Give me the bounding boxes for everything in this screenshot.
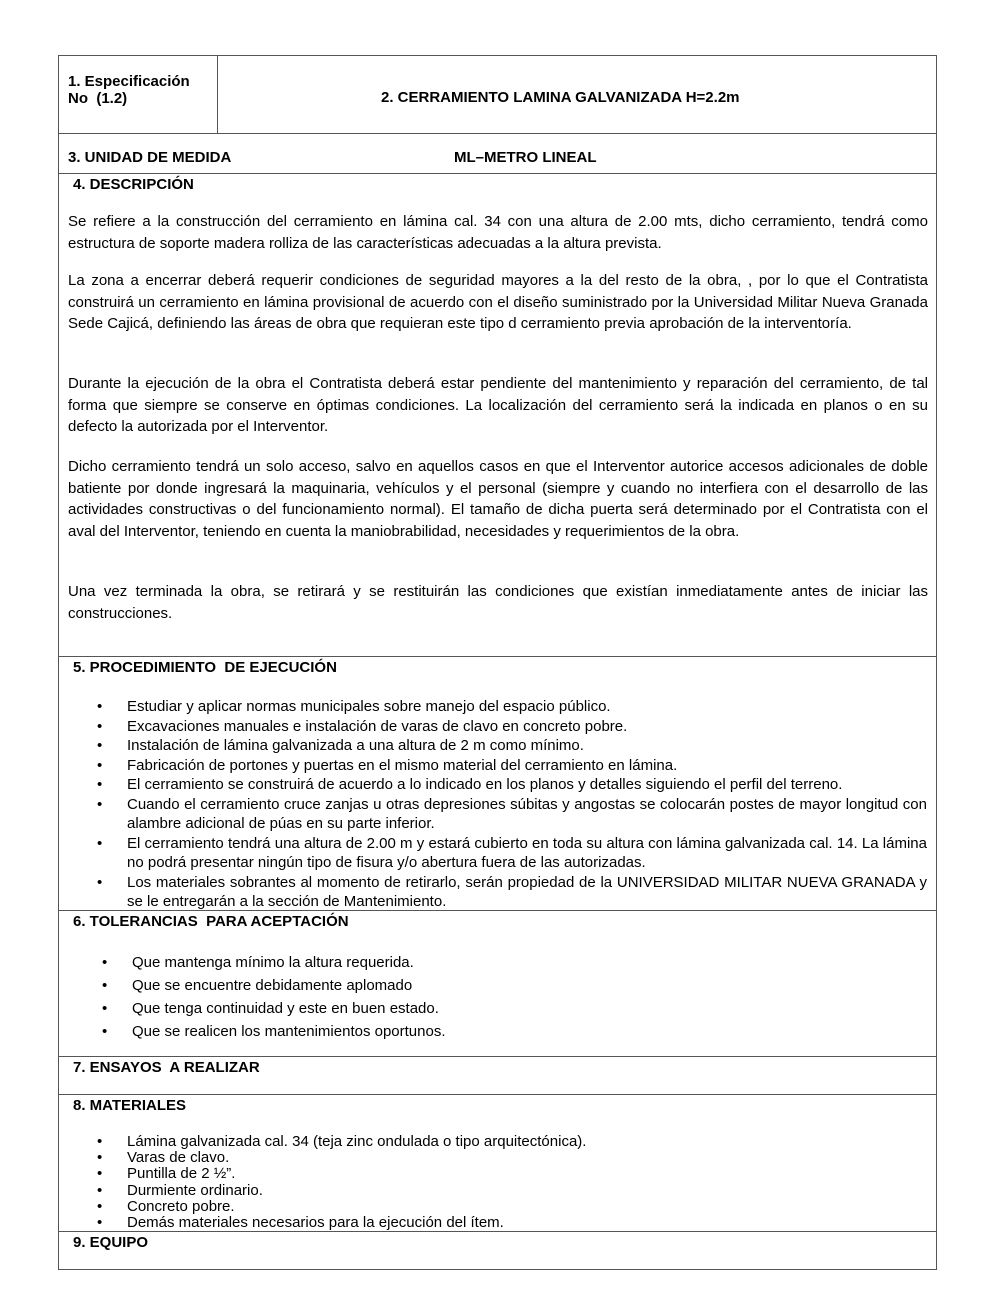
- specification-sheet: [58, 55, 937, 1270]
- list-item: • Concreto pobre.: [59, 1199, 927, 1215]
- equipment-section: [59, 1232, 936, 1270]
- spec-number-cell: [59, 56, 218, 133]
- materials-title: 8. MATERIALES: [73, 1097, 187, 1114]
- tolerances-title: 6. TOLERANCIAS PARA ACEPTACIÓN: [73, 913, 349, 930]
- procedure-section: [59, 657, 936, 911]
- description-paragraph: Dicho cerramiento tendrá un solo acceso, salvo en aquellos casos en que el Interventor autorice accesos adicionales de doble batiente por donde ingresará la maquinaria, vehículos y el personal (siempre y cuando no interfiera con el desarrollo de las actividades constructivas o del funcionamiento normal). El tamaño de dicha puerta será determinado por el Contratista con el aval del Interventor, teniendo en cuenta la maniobrabilidad, necesidades y requerimientos de la obra.: [68, 458, 928, 540]
- description-paragraph: La zona a encerrar deberá requerir condiciones de seguridad mayores a la del resto de la obra, , por lo que el Contratista construirá un cerramiento en lámina provisional de acuerdo con el diseño suministrado por la Universidad Militar Nueva Granada Sede Cajicá, definiendo las áreas de obra que requieran este tipo d cerramiento previa aprobación de la interventoría.: [68, 272, 928, 332]
- spec-title: 2. CERRAMIENTO LAMINA GALVANIZADA H=2.2m: [381, 89, 740, 106]
- list-item: • Puntilla de 2 ½”.: [59, 1166, 927, 1182]
- tests-title: 7. ENSAYOS A REALIZAR: [73, 1059, 260, 1076]
- tolerances-section: [59, 911, 936, 1057]
- tolerances-list: [64, 951, 924, 1043]
- list-item: • Cuando el cerramiento cruce zanjas u otras depresiones súbitas y angostas se colocarán postes de mayor longitud con alambre adicional de púas en su parte inferior.: [59, 795, 927, 834]
- list-item: • El cerramiento se construirá de acuerdo a lo indicado en los planos y detalles siguiendo el perfil del terreno.: [59, 775, 927, 795]
- list-item: • Que se realicen los mantenimientos oportunos.: [64, 1020, 924, 1043]
- list-item: • Durmiente ordinario.: [59, 1183, 927, 1199]
- procedure-title: 5. PROCEDIMIENTO DE EJECUCIÓN: [73, 659, 337, 676]
- list-item: • Que tenga continuidad y este en buen estado.: [64, 997, 924, 1020]
- description-paragraph: Durante la ejecución de la obra el Contratista deberá estar pendiente del mantenimiento y reparación del cerramiento, de tal forma que siempre se conserve en óptimas condiciones. La localización del cerramiento será la indicada en planos o en su defecto la autorizada por el Interventor.: [68, 375, 928, 435]
- list-item: • El cerramiento tendrá una altura de 2.00 m y estará cubierto en toda su altura con lámina galvanizada cal. 14. La lámina no podrá presentar ningún tipo de fisura y/o abertura fuera de las autorizadas.: [59, 834, 927, 873]
- spec-number: No (1.2): [68, 90, 128, 107]
- description-title: 4. DESCRIPCIÓN: [73, 176, 194, 193]
- unit-label: 3. UNIDAD DE MEDIDA: [68, 149, 232, 166]
- description-paragraph: Se refiere a la construcción del cerramiento en lámina cal. 34 con una altura de 2.00 mts, dicho cerramiento, tendrá como estructura de soporte madera rolliza de las características adecuadas a la altura prevista.: [68, 213, 928, 252]
- description-paragraph: Una vez terminada la obra, se retirará y se restituirán las condiciones que existían inmediatamente antes de iniciar las construcciones.: [68, 583, 928, 622]
- list-item: • Lámina galvanizada cal. 34 (teja zinc ondulada o tipo arquitectónica).: [59, 1134, 927, 1150]
- list-item: • Que se encuentre debidamente aplomado: [64, 974, 924, 997]
- materials-list: [59, 1134, 927, 1231]
- list-item: • Demás materiales necesarios para la ejecución del ítem.: [59, 1215, 927, 1231]
- list-item: • Los materiales sobrantes al momento de retirarlo, serán propiedad de la UNIVERSIDAD MILITAR NUEVA GRANADA y se le entregarán a la sección de Mantenimiento.: [59, 873, 927, 912]
- list-item: • Fabricación de portones y puertas en el mismo material del cerramiento en lámina.: [59, 756, 927, 776]
- unit-value: ML–METRO LINEAL: [454, 149, 597, 166]
- unit-row: [59, 134, 936, 174]
- list-item: • Excavaciones manuales e instalación de varas de clavo en concreto pobre.: [59, 717, 927, 737]
- description-section: [59, 174, 936, 657]
- procedure-list: [59, 697, 927, 912]
- list-item: • Estudiar y aplicar normas municipales sobre manejo del espacio público.: [59, 697, 927, 717]
- list-item: • Varas de clavo.: [59, 1150, 927, 1166]
- tests-section: [59, 1057, 936, 1095]
- materials-section: [59, 1095, 936, 1232]
- equipment-title: 9. EQUIPO: [73, 1234, 149, 1251]
- list-item: • Instalación de lámina galvanizada a una altura de 2 m como mínimo.: [59, 736, 927, 756]
- list-item: • Que mantenga mínimo la altura requerida.: [64, 951, 924, 974]
- spec-label: 1. Especificación: [68, 73, 190, 90]
- header-row: [59, 56, 936, 134]
